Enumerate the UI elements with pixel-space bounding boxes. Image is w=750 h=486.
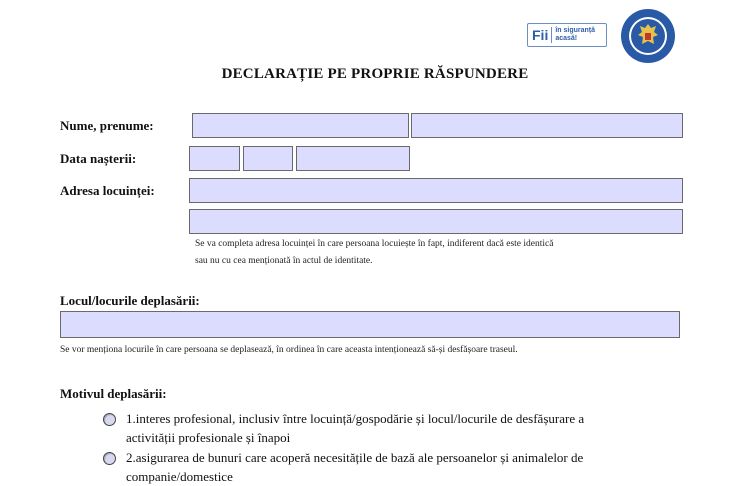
address-line2-field[interactable] bbox=[189, 209, 683, 234]
reason-label: Motivul deplasării: bbox=[60, 386, 167, 401]
birth-date-label: Data nașterii: bbox=[60, 151, 137, 166]
fii-logo-sub-line2: acasă! bbox=[555, 35, 578, 42]
birth-day-field[interactable] bbox=[189, 146, 240, 171]
birth-year-field[interactable] bbox=[296, 146, 410, 171]
destination-note: Se vor menționa locurile în care persoana se deplasează, în ordinea în care aceasta intenționează să-și desfășoare traseul. bbox=[60, 345, 518, 355]
reason-option-2-radio[interactable] bbox=[103, 452, 116, 465]
fii-logo-text: Fii bbox=[532, 27, 549, 43]
fii-logo-sub-line1: în siguranță bbox=[555, 27, 596, 34]
reason-option-1-radio[interactable] bbox=[103, 413, 116, 426]
address-note-line1: Se va completa adresa locuinței în care persoana locuiește în fapt, indiferent dacă este identică bbox=[195, 239, 554, 249]
birth-month-field[interactable] bbox=[243, 146, 293, 171]
government-seal-icon bbox=[620, 8, 676, 64]
document-title: DECLARAȚIE PE PROPRIE RĂSPUNDERE bbox=[221, 66, 529, 82]
fii-logo-subtext bbox=[555, 27, 595, 43]
address-note-line2: sau nu cu cea menționată în actul de identitate. bbox=[195, 256, 373, 266]
destination-label: Locul/locurile deplasării: bbox=[60, 293, 200, 308]
reason-option-1-line1: 1.interes profesional, inclusiv între locuință/gospodărie și locul/locurile de desfășurare a bbox=[126, 411, 585, 426]
logo-divider bbox=[551, 27, 552, 43]
destination-field[interactable] bbox=[60, 311, 680, 338]
name-label: Nume, prenume: bbox=[60, 118, 154, 133]
reason-option-1-line2: activității profesionale și înapoi bbox=[126, 430, 291, 445]
last-name-field[interactable] bbox=[411, 113, 683, 138]
fii-in-siguranta-logo bbox=[527, 23, 607, 47]
address-line1-field[interactable] bbox=[189, 178, 683, 203]
first-name-field[interactable] bbox=[192, 113, 409, 138]
reason-option-2-line1: 2.asigurarea de bunuri care acoperă necesitățile de bază ale persoanelor și animalelor de bbox=[126, 450, 584, 465]
address-label: Adresa locuinței: bbox=[60, 183, 155, 198]
reason-option-2-line2: companie/domestice bbox=[126, 469, 233, 484]
